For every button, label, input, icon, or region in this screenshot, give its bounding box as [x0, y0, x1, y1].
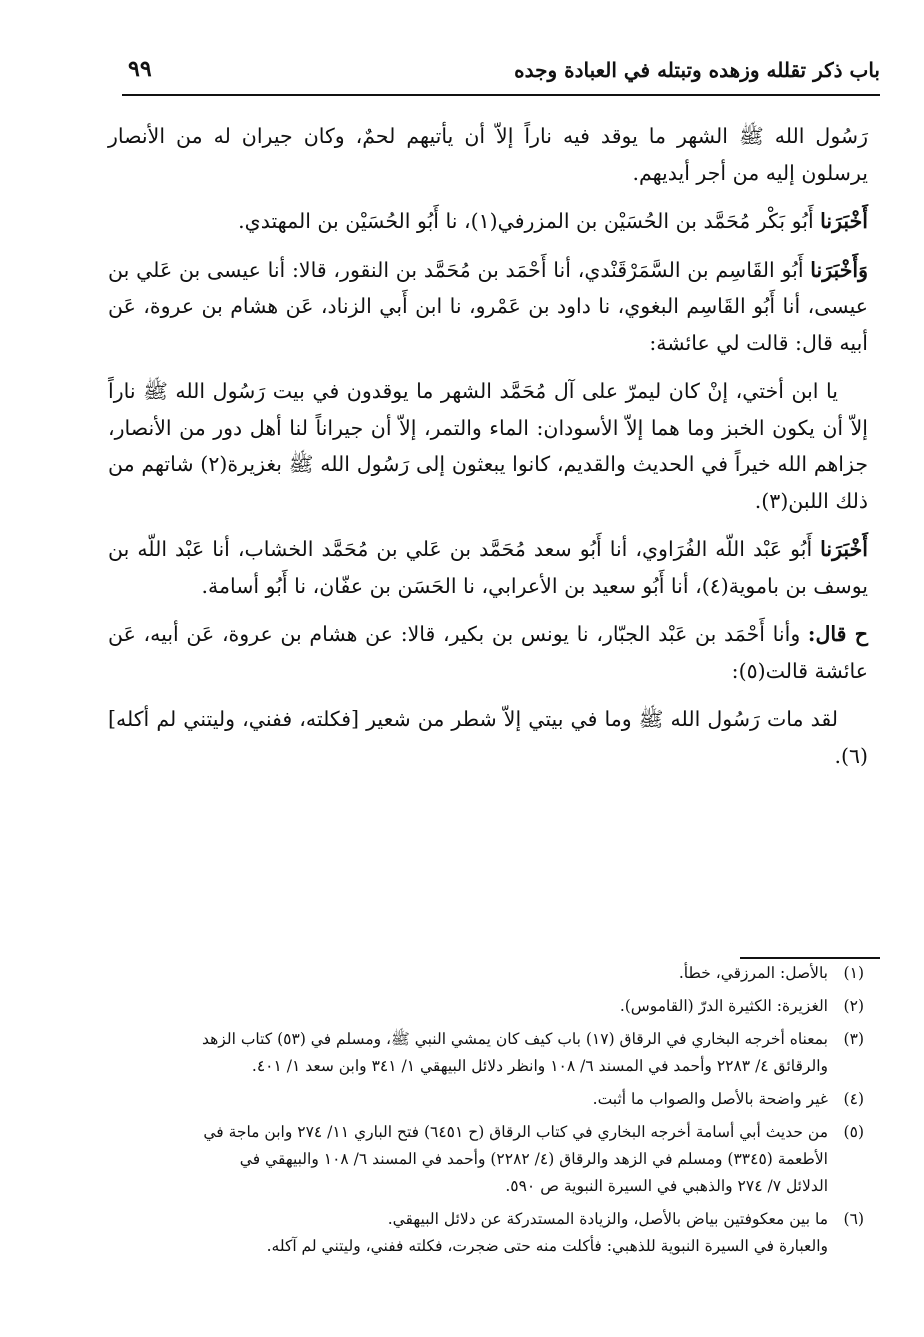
footnote-line: الأطعمة (٣٣٤٥) ومسلم في الزهد والرقاق (٤/ ٢٢٨٢) وأحمد في المسند ٦/ ١٠٨ والبيهقي في — [239, 1150, 828, 1168]
paragraph-text: أَبُو عَبْد اللّه الفُرَاوي، أنا أَبُو سعد مُحَمَّد بن عَلي بن مُحَمَّد الخشاب، أنا عَبْد اللّه بن يوسف بن باموية(٤)، أنا أَبُو سعيد بن الأعرابي، نا الحَسَن بن عفّان، نا أَبُو أسامة. — [108, 537, 868, 598]
footnote-4 — [104, 1086, 864, 1113]
running-title: باب ذكر تقلله وزهده وتبتله في العبادة وجده — [514, 58, 880, 82]
isnad-keyword: وَأَخْبَرَنا — [810, 257, 868, 282]
paragraph-1 — [108, 118, 868, 191]
isnad-keyword: ح قال: — [807, 622, 868, 646]
footnote-text — [104, 993, 828, 1020]
footnote-line: ما بين معكوفتين بياض بالأصل، والزيادة المستدركة عن دلائل البيهقي. — [387, 1210, 828, 1228]
paragraph-3 — [108, 252, 868, 362]
main-text — [108, 118, 868, 786]
footnote-line: بمعناه أخرجه البخاري في الرقاق (١٧) باب كيف كان يمشي النبي ﷺ، ومسلم في (٥٣) كتاب الزهد — [202, 1030, 828, 1048]
footnote-5 — [104, 1119, 864, 1200]
paragraph-5 — [108, 531, 868, 604]
paragraph-2 — [108, 203, 868, 240]
footnote-6 — [104, 1206, 864, 1260]
isnad-keyword: أَخْبَرَنا — [820, 537, 868, 561]
paragraph-7 — [108, 701, 868, 774]
footnote-text — [104, 1206, 828, 1260]
footnote-number: (٢) — [843, 997, 864, 1015]
paragraph-4 — [108, 373, 868, 519]
footnote-number: (٤) — [843, 1090, 864, 1108]
footnote-1 — [104, 960, 864, 987]
paragraph-text: لقد مات رَسُول الله ﷺ وما في بيتي إلاّ شطر من شعير [فكلته، ففني، وليتني لم أكله](٦). — [108, 707, 868, 768]
footnote-divider — [740, 957, 880, 959]
footnote-number: (٥) — [843, 1123, 864, 1141]
paragraph-text: أَبُو بَكْر مُحَمَّد بن الحُسَيْن بن المزرفي(١)، نا أَبُو الحُسَيْن بن المهتدي. — [238, 209, 821, 233]
footnote-line: الدلائل ٧/ ٢٧٤ والذهبي في السيرة النبوية ص ٥٩٠. — [505, 1177, 828, 1195]
footnote-number: (٣) — [843, 1030, 864, 1048]
paragraph-6 — [108, 616, 868, 689]
footnote-line: غير واضحة بالأصل والصواب ما أثبت. — [592, 1090, 828, 1108]
footnote-3 — [104, 1026, 864, 1080]
footnote-text — [104, 1119, 828, 1200]
paragraph-text: رَسُول الله ﷺ الشهر ما يوقد فيه ناراً إلاّ أن يأتيهم لحمٌ، وكان جيران له من الأنصار يرسلون إليه من أجر أيديهم. — [108, 124, 868, 185]
footnote-2 — [104, 993, 864, 1020]
footnote-line: والعبارة في السيرة النبوية للذهبي: فأكلت منه حتى ضجرت، فكلته ففني، وليتني لم آكله. — [266, 1237, 828, 1255]
page-header — [122, 52, 880, 96]
footnote-line: بالأصل: المرزقي، خطأ. — [678, 964, 828, 982]
paragraph-text: وأنا أَحْمَد بن عَبْد الجبّار، نا يونس بن بكير، قالا: عن هشام بن عروة، عَن أبيه، عَن عائشة قالت(٥): — [108, 622, 868, 683]
paragraph-text: يا ابن أختي، إنْ كان ليمرّ على آل مُحَمَّد الشهر ما يوقدون في بيت رَسُول الله ﷺ ناراً إلاّ أن يكون الخبز وما هما إلاّ الأسودان: الماء والتمر، إلاّ أن جيراناً لنا أهل دور من الأنصار، جزاهم الله خيراً في الحديث والقديم، كانوا يبعثون إلى رَسُول الله ﷺ بغزيرة(٢) شاتهم من ذلك اللبن(٣). — [108, 379, 868, 513]
page-number: ٩٩ — [128, 56, 152, 82]
footnote-text — [104, 960, 828, 987]
footnote-text — [104, 1086, 828, 1113]
footnote-line: من حديث أبي أسامة أخرجه البخاري في كتاب الرقاق (ح ٦٤٥١) فتح الباري ١١/ ٢٧٤ وابن ماجة في — [203, 1123, 828, 1141]
footnote-line: والرقائق ٤/ ٢٢٨٣ وأحمد في المسند ٦/ ١٠٨ وانظر دلائل البيهقي ١/ ٣٤١ وابن سعد ١/ ٤٠١. — [251, 1057, 828, 1075]
footnotes — [104, 960, 864, 1266]
footnote-text — [104, 1026, 828, 1080]
paragraph-text: أَبُو القَاسِم بن السَّمَرْقَنْدي، أنا أَحْمَد بن مُحَمَّد بن النقور، قالا: أنا عيسى بن عَلي بن عيسى، أنا أَبُو القَاسِم البغوي، نا داود بن عَمْرو، نا ابن أَبي الزناد، عَن هشام بن عروة، عَن أبيه قال: قالت لي عائشة: — [108, 257, 868, 355]
footnote-line: الغزيرة: الكثيرة الدرّ (القاموس). — [619, 997, 828, 1015]
footnote-number: (١) — [843, 964, 864, 982]
footnote-number: (٦) — [843, 1210, 864, 1228]
isnad-keyword: أَخْبَرَنا — [820, 209, 868, 233]
